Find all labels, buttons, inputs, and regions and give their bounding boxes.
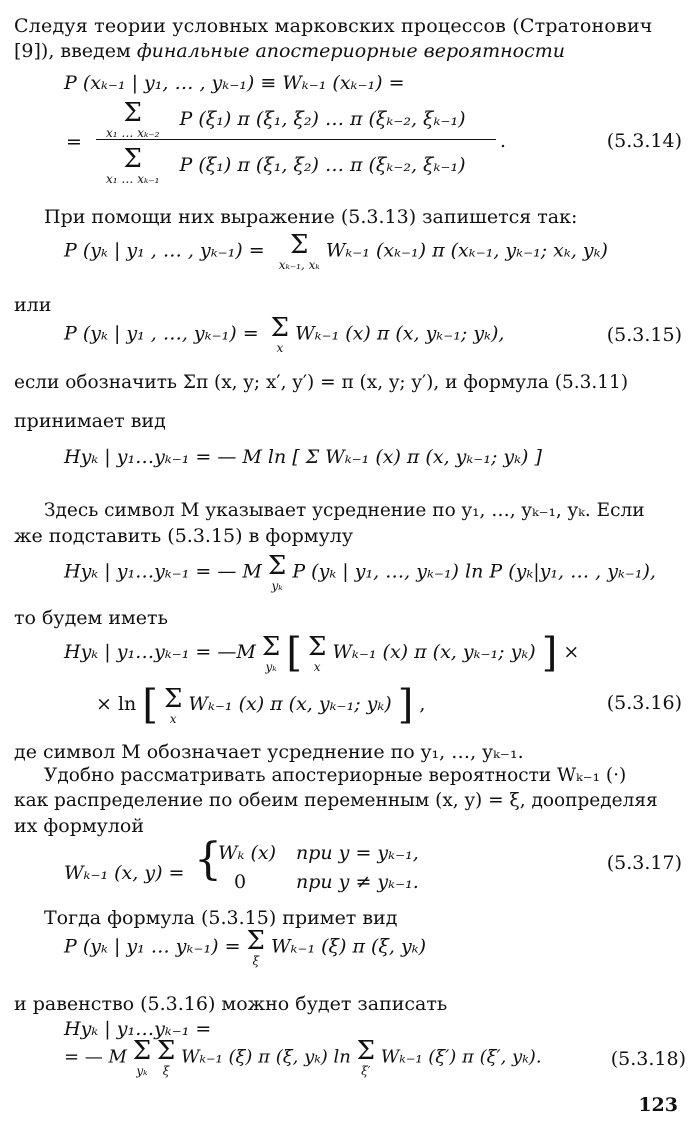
equation-5-3-18-line1: Hyₖ | y₁…yₖ₋₁ =	[64, 1018, 212, 1040]
text-line: же подставить (5.3.15) в формулу	[14, 525, 354, 547]
equation-entropy-2	[64, 553, 656, 592]
sum-symbol: Σ	[246, 926, 265, 956]
text-line: то будем иметь	[14, 607, 168, 629]
text-line: как распределение по обеим переменным (x, y) = ξ, доопределяя	[14, 790, 658, 811]
equation-lhs: Hyₖ | y₁…yₖ₋₁ = —M	[64, 641, 256, 663]
text-line: Здесь символ M указывает усреднение по y₁, …, yₖ₋₁, yₖ. Если	[44, 500, 645, 521]
equation-rhs: P (yₖ | y₁, …, yₖ₋₁) ln P (yₖ|y₁, … , yₖ₋₁),	[292, 560, 656, 583]
case-1-value: Wₖ (x)	[218, 842, 277, 864]
equation-lhs: P (yₖ | y₁ … yₖ₋₁) =	[64, 935, 241, 958]
sum-limits: x₁ … xₖ₋₁	[106, 172, 160, 186]
text-line: и равенство (5.3.16) можно будет записать	[14, 993, 448, 1015]
sum-limits: ξ′	[361, 1064, 371, 1078]
case-1-condition: при y = yₖ₋₁,	[296, 842, 419, 864]
equation-number: (5.3.14)	[606, 130, 682, 152]
equation-prediction-xi	[64, 928, 426, 967]
equation-number: (5.3.16)	[606, 692, 682, 714]
case-2-condition: при y ≠ yₖ₋₁.	[296, 871, 419, 893]
text-fragment: [9]), введем	[14, 40, 137, 62]
text-line: Следуя теории условных марковских процессов (Стратонович	[14, 15, 653, 37]
fraction-line	[96, 139, 496, 140]
equation-5-3-15	[64, 315, 504, 354]
sum-limits: yₖ	[271, 579, 283, 593]
equation-5-3-14-denominator	[106, 146, 466, 185]
denominator-expression: P (ξ₁) π (ξ₁, ξ₂) … π (ξₖ₋₂, ξₖ₋₁)	[179, 153, 466, 176]
text-line: их формулой	[14, 815, 145, 837]
right-bracket: ]	[397, 682, 414, 728]
sum-limits: ξ	[252, 954, 260, 968]
equation-lhs: = — M	[64, 1046, 127, 1068]
sum-symbol: Σ	[156, 1036, 176, 1066]
sum-symbol: Σ	[267, 551, 287, 581]
right-bracket: ]	[541, 630, 558, 676]
sum-limits: ξ	[162, 1064, 170, 1078]
sum-symbol: Σ	[356, 1036, 376, 1066]
equation-5-3-16-line2	[96, 682, 425, 728]
sum-limits: yₖ	[265, 659, 277, 674]
equation-rhs: Wₖ₋₁ (xₖ₋₁) π (xₖ₋₁, yₖ₋₁; xₖ, yₖ)	[325, 239, 608, 262]
equation-rhs: Wₖ₋₁ (x) π (x, yₖ₋₁; yₖ)	[188, 693, 392, 715]
equation-lhs: Hyₖ | y₁…yₖ₋₁ = — M	[64, 560, 262, 583]
equation-entropy-1: Hyₖ | y₁…yₖ₋₁ = — M ln [ Σ Wₖ₋₁ (x) π (x, yₖ₋₁; yₖ) ]	[64, 446, 542, 468]
equation-5-3-18-line2	[64, 1038, 542, 1077]
text-line: Тогда формула (5.3.15) примет вид	[44, 907, 398, 929]
left-brace: {	[194, 834, 222, 885]
page-number: 123	[638, 1094, 678, 1116]
sum-limits: yₖ	[136, 1064, 148, 1078]
sum-symbol: Σ	[307, 631, 327, 662]
text-line: если обозначить Σπ (x, y; x′, y′) = π (x, y; y′), и формула (5.3.11)	[14, 372, 629, 393]
text-line	[14, 39, 565, 63]
left-bracket: [	[286, 630, 302, 676]
equation-number: (5.3.18)	[610, 1048, 686, 1070]
equation-number: (5.3.15)	[606, 324, 682, 346]
times-sign: ×	[563, 641, 580, 663]
sum-symbol: Σ	[261, 631, 281, 662]
equation-prediction	[64, 232, 608, 271]
sum-limits: x	[276, 341, 284, 355]
equals-sign: =	[66, 131, 82, 153]
equation-rhs: Wₖ₋₁ (x) π (x, yₖ₋₁; yₖ),	[295, 322, 505, 345]
sum-limits: x₁ … xₖ₋₂	[106, 126, 160, 140]
equation-5-3-16-line1	[64, 630, 579, 676]
equation-head: × ln	[96, 693, 137, 715]
equation-rhs: Wₖ₋₁ (ξ′) π (ξ′, yₖ).	[380, 1046, 542, 1068]
sum-limits: x	[313, 659, 321, 674]
italic-term: финальные апостериорные вероятности	[136, 40, 566, 62]
left-bracket: [	[142, 682, 158, 728]
sum-limits: x	[169, 711, 177, 726]
equation-lhs: P (yₖ | y₁ , … , yₖ₋₁) =	[64, 239, 265, 262]
equation-rhs: Wₖ₋₁ (x) π (x, yₖ₋₁; yₖ)	[332, 641, 536, 663]
sum-symbol: Σ	[123, 98, 142, 128]
text-line: де символ M обозначает усреднение по y₁, …, yₖ₋₁.	[14, 741, 524, 763]
case-2-value: 0	[234, 871, 247, 893]
comma: ,	[419, 693, 426, 715]
sum-symbol: Σ	[290, 230, 309, 260]
numerator-expression: P (ξ₁) π (ξ₁, ξ₂) … π (ξₖ₋₂, ξₖ₋₁)	[179, 107, 466, 130]
text-line: При помощи них выражение (5.3.13) запишется так:	[44, 206, 578, 228]
text-line: или	[14, 294, 52, 316]
text-line: принимает вид	[14, 410, 166, 432]
sum-limits: xₖ₋₁, xₖ	[278, 258, 320, 272]
sum-symbol: Σ	[163, 683, 183, 714]
equation-5-3-17-lhs: Wₖ₋₁ (x, y) =	[64, 862, 185, 884]
period: .	[500, 130, 507, 152]
equation-lhs: P (yₖ | y₁ , …, yₖ₋₁) =	[64, 322, 259, 345]
sum-symbol: Σ	[270, 313, 290, 343]
sum-symbol: Σ	[132, 1036, 152, 1066]
equation-5-3-14-numerator	[106, 100, 466, 139]
equation-rhs: Wₖ₋₁ (ξ) π (ξ, yₖ)	[270, 935, 427, 958]
equation-5-3-14-top: P (xₖ₋₁ | y₁, … , yₖ₋₁) ≡ Wₖ₋₁ (xₖ₋₁) =	[64, 72, 405, 94]
equation-middle: Wₖ₋₁ (ξ) π (ξ, yₖ) ln	[180, 1046, 351, 1068]
text-line: Удобно рассматривать апостериорные вероятности Wₖ₋₁ (·)	[44, 765, 627, 786]
equation-number: (5.3.17)	[606, 852, 682, 874]
sum-symbol: Σ	[123, 144, 142, 174]
